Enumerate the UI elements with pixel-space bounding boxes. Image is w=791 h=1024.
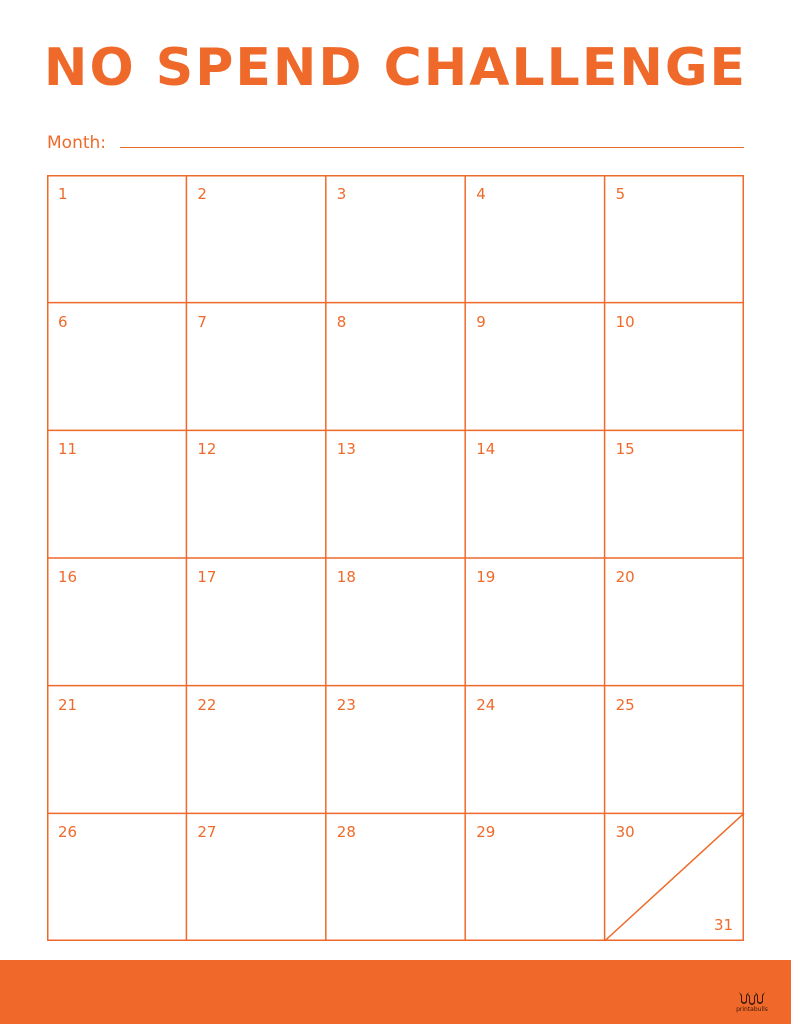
day-number: 7 [197,312,207,331]
calendar-grid [47,175,744,941]
bull-heads-icon [737,990,767,1006]
month-label: Month: [47,133,107,153]
day-number: 14 [476,440,496,459]
logo-text: printabulls [736,1006,768,1013]
day-number: 20 [615,568,635,586]
month-row [47,128,744,156]
printabulls-logo [734,990,770,1018]
day-number: 22 [197,695,217,714]
page-title: NO SPEND CHALLENGE [43,38,748,98]
split-day-number: 31 [714,916,734,934]
day-number: 10 [615,312,635,331]
footer-bar [0,960,791,1024]
day-number: 17 [197,568,217,586]
day-number: 15 [615,440,635,459]
day-number: 1 [58,185,68,203]
calendar-grid-lines [47,175,744,941]
month-write-line [120,147,744,148]
day-number: 9 [476,312,486,331]
day-number: 24 [476,695,496,714]
day-number: 21 [58,695,78,714]
day-number: 23 [336,695,356,714]
day-number: 19 [476,568,496,586]
day-number: 8 [336,312,347,331]
day-number: 29 [476,823,496,842]
day-number: 4 [476,185,486,203]
day-number: 2 [197,185,207,203]
day-number: 5 [615,185,626,203]
day-number: 28 [336,823,356,842]
day-number: 12 [197,440,217,459]
day-number: 26 [58,823,78,842]
day-number: 6 [58,312,68,331]
day-number: 18 [336,568,356,586]
day-number: 30 [615,823,635,842]
day-number: 27 [197,823,217,842]
day-number: 25 [615,695,635,714]
day-number: 16 [58,568,78,586]
day-number: 11 [58,440,78,459]
day-number: 3 [336,185,347,203]
day-number: 13 [336,440,356,459]
